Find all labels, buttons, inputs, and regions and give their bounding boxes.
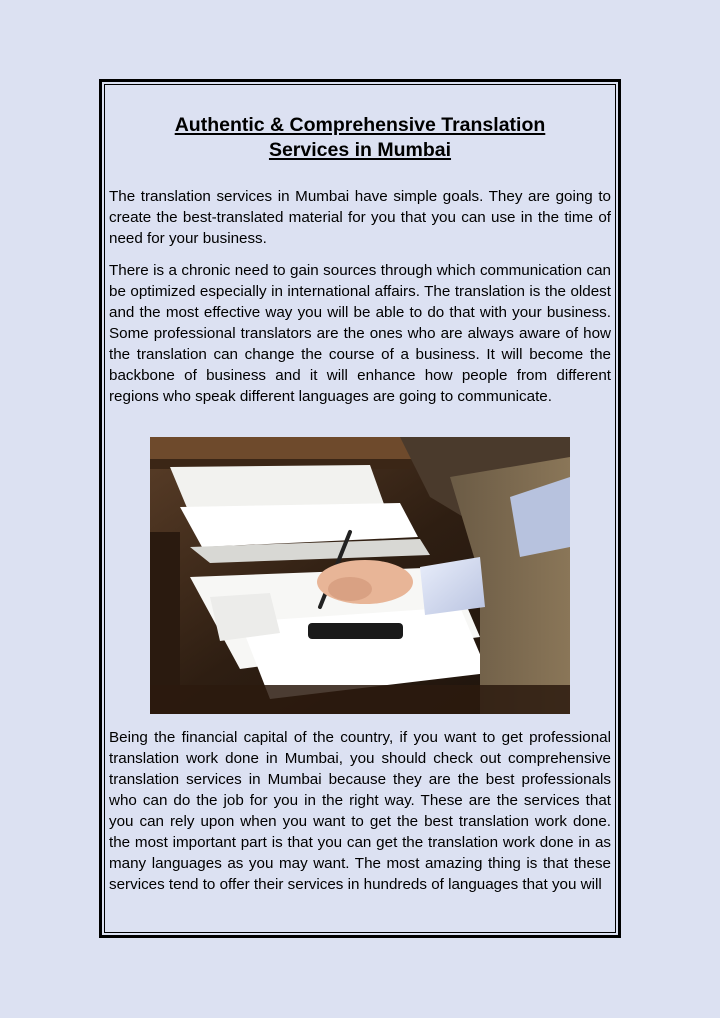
business-meeting-photo [150,437,570,714]
title-line-2: Services in Mumbai [268,139,452,161]
paragraph-need: There is a chronic need to gain sources through which communication can be optimized especially in international affairs. The translation is the oldest and the most effective way you will be able to do that with your business. Some professional translators are the ones who are always aware of how the translation can change the course of a business. It will become the backbone of business and it will enhance how people from different regions who speak different languages are going to communicate. [109,262,611,405]
paragraph-intro: The translation services in Mumbai have simple goals. They are going to create the best-translated material for you that you can use in the time of need for your business. [109,188,611,247]
document-title [104,113,616,163]
paragraph-mumbai: Being the financial capital of the country, if you want to get professional translation work done in Mumbai, you should check out comprehensive translation services in Mumbai because they are the best professionals who can do the job for you in the right way. These are the services that you can rely upon when you want to get the best translation work done. the most important part is that you can get the translation work done in as many languages as you may want. The most amazing thing is that these services tend to offer their services in hundreds of languages that you will [109,729,611,893]
title-line-1: Authentic & Comprehensive Translation [174,114,546,136]
